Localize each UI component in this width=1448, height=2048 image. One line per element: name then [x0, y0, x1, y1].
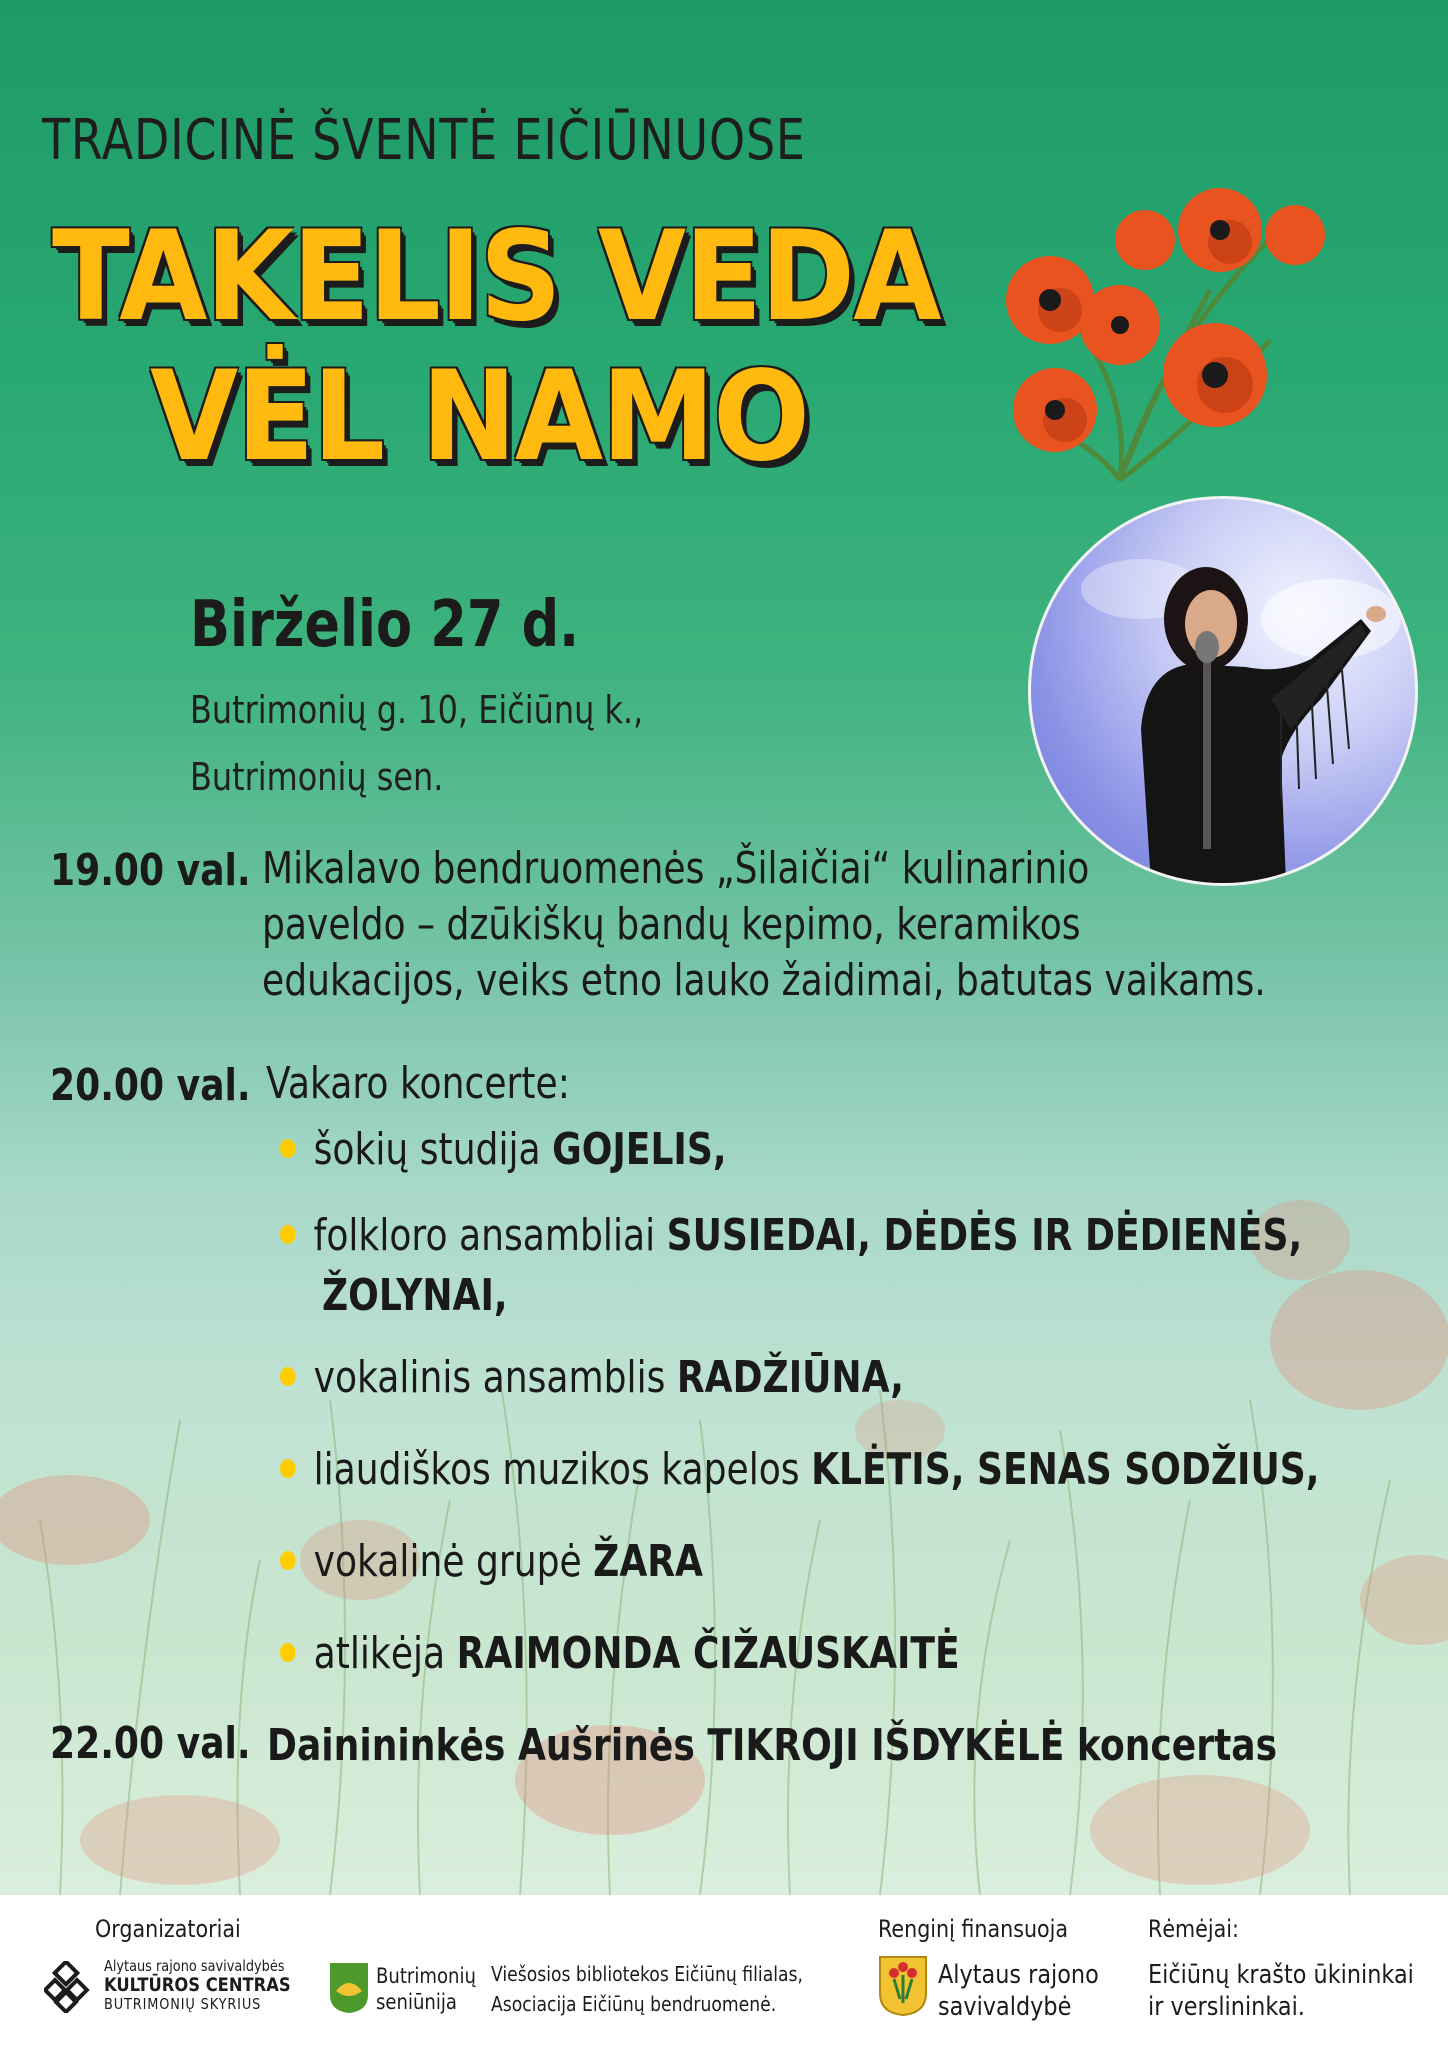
description-line: paveldo – dzūkiškų bandų kepimo, keramikos [262, 899, 1081, 950]
sponsors-heading: Rėmėjai: [1148, 1915, 1239, 1943]
sponsors-names: Eičiūnų krašto ūkininkai ir verslininkai. [1148, 1960, 1414, 2022]
footer [0, 1895, 1448, 2048]
funding-heading: Renginį finansuoja [878, 1915, 1069, 1943]
title-line-2: VĖL NAMO [150, 345, 809, 489]
bullet-icon [280, 1643, 296, 1662]
kulturos-centras-logo-icon [44, 1961, 96, 2013]
lineup-item: šokių studija GOJELIS, [280, 1124, 727, 1175]
title-line-1: TAKELIS VEDA [52, 205, 940, 349]
schedule-description: Dainininkės Aušrinės TIKROJI IŠDYKĖLĖ koncertas [267, 1720, 1278, 1771]
lineup-item: vokalinė grupė ŽARA [280, 1536, 703, 1587]
organizer-1-name: Alytaus rajono savivaldybės KULTŪROS CENTRAS BUTRIMONIŲ SKYRIUS [104, 1957, 291, 2013]
lineup-item: folkloro ansambliai SUSIEDAI, DĖDĖS IR DĖDIENĖS, [280, 1210, 1302, 1261]
schedule-time: 22.00 val. [50, 1718, 251, 1769]
bullet-icon [280, 1139, 296, 1158]
schedule-description [262, 841, 1266, 1009]
poppy-flowers-illustration [970, 180, 1330, 500]
schedule-time: 19.00 val. [50, 845, 251, 896]
funder-name: Alytaus rajono savivaldybė [938, 1960, 1099, 2022]
performer-photo [1028, 496, 1418, 886]
event-date: Birželio 27 d. [190, 588, 580, 662]
event-subtitle: TRADICINĖ ŠVENTĖ EIČIŪNUOSE [42, 108, 806, 173]
schedule-time: 20.00 val. [50, 1060, 251, 1111]
lineup-item: vokalinis ansamblis RADŽIŪNA, [280, 1352, 904, 1403]
lineup-item-continued: ŽOLYNAI, [322, 1270, 508, 1321]
schedule-intro: Vakaro koncerte: [266, 1058, 570, 1109]
butrimoniu-seniunija-logo-icon [328, 1961, 370, 2015]
event-address-line-2: Butrimonių sen. [190, 755, 444, 799]
bullet-icon [280, 1459, 296, 1478]
bullet-icon [280, 1225, 296, 1244]
description-line: Mikalavo bendruomenės „Šilaičiai“ kulinarinio [262, 843, 1090, 894]
event-address-line-1: Butrimonių g. 10, Eičiūnų k., [190, 688, 644, 732]
alytaus-savivaldybe-coat-of-arms-icon [878, 1955, 928, 2017]
description-line: edukacijos, veiks etno lauko žaidimai, batutas vaikams. [262, 955, 1266, 1006]
bullet-icon [280, 1551, 296, 1570]
lineup-item: liaudiškos muzikos kapelos KLĖTIS, SENAS SODŽIUS, [280, 1444, 1319, 1495]
organizers-heading: Organizatoriai [95, 1915, 241, 1943]
lineup-item: atlikėja RAIMONDA ČIŽAUSKAITĖ [280, 1628, 960, 1679]
organizer-2-name: Butrimonių seniūnija [376, 1964, 476, 2014]
bullet-icon [280, 1367, 296, 1386]
organizer-3-name: Viešosios bibliotekos Eičiūnų filialas, Asociacija Eičiūnų bendruomenė. [491, 1962, 803, 2016]
